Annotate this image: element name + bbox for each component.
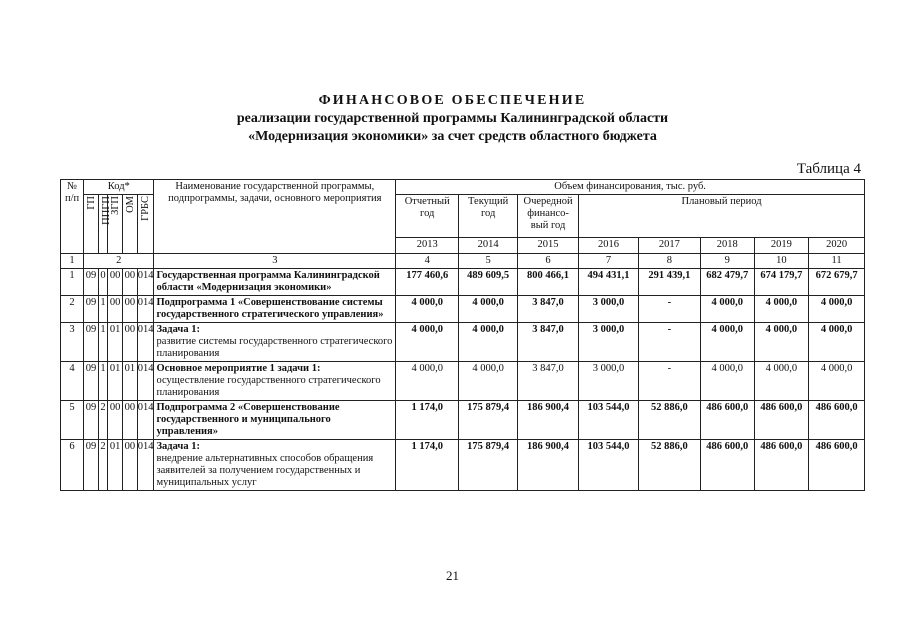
value-cell: 52 886,0 xyxy=(638,401,700,440)
table-row xyxy=(61,269,865,296)
row-name xyxy=(154,440,396,491)
code-ppgp: 1 xyxy=(98,362,107,401)
column-index: 9 xyxy=(700,254,754,269)
header-volume: Объем финансирования, тыс. руб. xyxy=(396,180,865,195)
code-grbs: 014 xyxy=(137,269,154,296)
column-index: 3 xyxy=(154,254,396,269)
header-next-year: Очередной финансо-вый год xyxy=(518,195,579,238)
code-zgp: 01 xyxy=(108,362,123,401)
value-cell: 1 174,0 xyxy=(396,401,459,440)
value-cell: 4 000,0 xyxy=(754,362,809,401)
value-cell: 674 179,7 xyxy=(754,269,809,296)
code-gp: 09 xyxy=(84,401,99,440)
code-grbs: 014 xyxy=(137,440,154,491)
value-cell: 489 609,5 xyxy=(459,269,518,296)
value-cell: 494 431,1 xyxy=(579,269,639,296)
code-ppgp: 1 xyxy=(98,296,107,323)
row-name-bold: Государственная программа Калининградской области «Модернизация экономики» xyxy=(156,270,380,293)
value-cell: 4 000,0 xyxy=(700,362,754,401)
row-name-bold: Задача 1: xyxy=(156,441,200,452)
header-year: 2017 xyxy=(638,237,700,253)
table-row xyxy=(61,401,865,440)
row-name xyxy=(154,296,396,323)
header-reporting-year: Отчетный год xyxy=(396,195,459,238)
value-cell: 3 000,0 xyxy=(579,296,639,323)
column-index: 4 xyxy=(396,254,459,269)
header-planned-period: Плановый период xyxy=(579,195,865,238)
value-cell: 3 847,0 xyxy=(518,362,579,401)
code-zgp: 01 xyxy=(108,440,123,491)
value-cell: - xyxy=(638,362,700,401)
value-cell: 3 847,0 xyxy=(518,296,579,323)
value-cell: - xyxy=(638,296,700,323)
code-om: 01 xyxy=(122,362,137,401)
document-subtitle-line1: реализации государственной программы Калининградской области xyxy=(236,111,669,126)
value-cell: 52 886,0 xyxy=(638,440,700,491)
header-code: Код* xyxy=(84,180,154,195)
value-cell: 4 000,0 xyxy=(396,323,459,362)
row-name-bold: Основное мероприятие 1 задачи 1: xyxy=(156,363,321,374)
financing-table xyxy=(60,179,865,491)
row-name-bold: Подпрограмма 2 «Совершенствование государственного и муниципального управления» xyxy=(156,402,340,437)
column-index: 11 xyxy=(809,254,865,269)
row-number: 2 xyxy=(61,296,84,323)
code-zgp: 01 xyxy=(108,323,123,362)
code-ppgp: 2 xyxy=(98,440,107,491)
code-grbs: 014 xyxy=(137,401,154,440)
column-index: 8 xyxy=(638,254,700,269)
value-cell: 4 000,0 xyxy=(396,296,459,323)
header-code-ppgp: ППГП xyxy=(98,195,107,254)
value-cell: 800 466,1 xyxy=(518,269,579,296)
value-cell: 186 900,4 xyxy=(518,440,579,491)
document-title: ФИНАНСОВОЕ ОБЕСПЕЧЕНИЕ xyxy=(318,93,587,108)
row-name-rest: внедрение альтернативных способов обращения заявителей за получением государственных и муниципальных услуг xyxy=(156,453,374,488)
value-cell: 3 847,0 xyxy=(518,323,579,362)
code-ppgp: 1 xyxy=(98,323,107,362)
column-index: 6 xyxy=(518,254,579,269)
value-cell: 486 600,0 xyxy=(809,440,865,491)
header-year: 2020 xyxy=(809,237,865,253)
header-year: 2013 xyxy=(396,237,459,253)
value-cell: 4 000,0 xyxy=(459,323,518,362)
code-gp: 09 xyxy=(84,296,99,323)
row-name xyxy=(154,323,396,362)
value-cell: 4 000,0 xyxy=(459,362,518,401)
code-ppgp: 2 xyxy=(98,401,107,440)
code-zgp: 00 xyxy=(108,269,123,296)
code-grbs: 014 xyxy=(137,296,154,323)
header-code-grbs: ГРБС xyxy=(137,195,154,254)
value-cell: 1 174,0 xyxy=(396,440,459,491)
code-gp: 09 xyxy=(84,362,99,401)
header-code-om: ОМ xyxy=(122,195,137,254)
column-index: 7 xyxy=(579,254,639,269)
value-cell: 177 460,6 xyxy=(396,269,459,296)
value-cell: 4 000,0 xyxy=(809,296,865,323)
code-gp: 09 xyxy=(84,323,99,362)
row-name-bold: Задача 1: xyxy=(156,324,200,335)
value-cell: 4 000,0 xyxy=(809,323,865,362)
header-year: 2019 xyxy=(754,237,809,253)
value-cell: 4 000,0 xyxy=(754,323,809,362)
row-name-rest: развитие системы государственного стратегического планирования xyxy=(156,336,393,359)
header-current-year: Текущий год xyxy=(459,195,518,238)
column-index-row xyxy=(61,254,865,269)
value-cell: 4 000,0 xyxy=(396,362,459,401)
value-cell: 175 879,4 xyxy=(459,401,518,440)
value-cell: 186 900,4 xyxy=(518,401,579,440)
row-number: 1 xyxy=(61,269,84,296)
page-number: 21 xyxy=(446,568,459,583)
value-cell: 672 679,7 xyxy=(809,269,865,296)
column-index: 1 xyxy=(61,254,84,269)
code-zgp: 00 xyxy=(108,401,123,440)
value-cell: 4 000,0 xyxy=(700,323,754,362)
value-cell: 4 000,0 xyxy=(459,296,518,323)
value-cell: 4 000,0 xyxy=(754,296,809,323)
code-om: 00 xyxy=(122,401,137,440)
value-cell: 486 600,0 xyxy=(754,401,809,440)
header-year: 2016 xyxy=(579,237,639,253)
value-cell: 486 600,0 xyxy=(754,440,809,491)
code-gp: 09 xyxy=(84,440,99,491)
value-cell: 3 000,0 xyxy=(579,362,639,401)
document-subtitle-line2: «Модернизация экономики» за счет средств областного бюджета xyxy=(248,129,657,144)
code-om: 00 xyxy=(122,269,137,296)
row-name-rest: осуществление государственного стратегического планирования xyxy=(156,375,381,398)
value-cell: 682 479,7 xyxy=(700,269,754,296)
code-grbs: 014 xyxy=(137,362,154,401)
row-number: 6 xyxy=(61,440,84,491)
title-block xyxy=(0,92,905,146)
table-row xyxy=(61,296,865,323)
value-cell: 4 000,0 xyxy=(809,362,865,401)
value-cell: 4 000,0 xyxy=(700,296,754,323)
value-cell: 175 879,4 xyxy=(459,440,518,491)
header-year: 2015 xyxy=(518,237,579,253)
value-cell: 3 000,0 xyxy=(579,323,639,362)
table-caption: Таблица 4 xyxy=(796,161,861,177)
row-number: 3 xyxy=(61,323,84,362)
row-name-bold: Подпрограмма 1 «Совершенствование системы государственного стратегического управления» xyxy=(156,297,384,320)
code-om: 00 xyxy=(122,440,137,491)
value-cell: 103 544,0 xyxy=(579,440,639,491)
row-name xyxy=(154,362,396,401)
column-index: 2 xyxy=(84,254,154,269)
value-cell: 103 544,0 xyxy=(579,401,639,440)
row-number: 5 xyxy=(61,401,84,440)
header-code-gp: ГП xyxy=(84,195,99,254)
header-year: 2014 xyxy=(459,237,518,253)
value-cell: 486 600,0 xyxy=(700,401,754,440)
code-ppgp: 0 xyxy=(98,269,107,296)
code-om: 00 xyxy=(122,296,137,323)
code-om: 00 xyxy=(122,323,137,362)
code-grbs: 014 xyxy=(137,323,154,362)
header-name: Наименование государственной программы, подпрограммы, задачи, основного мероприятия xyxy=(154,180,396,254)
column-index: 5 xyxy=(459,254,518,269)
table-row xyxy=(61,440,865,491)
row-name xyxy=(154,401,396,440)
value-cell: - xyxy=(638,323,700,362)
table-row xyxy=(61,362,865,401)
code-gp: 09 xyxy=(84,269,99,296)
value-cell: 486 600,0 xyxy=(700,440,754,491)
row-name xyxy=(154,269,396,296)
row-number: 4 xyxy=(61,362,84,401)
value-cell: 291 439,1 xyxy=(638,269,700,296)
table-row xyxy=(61,323,865,362)
header-year: 2018 xyxy=(700,237,754,253)
value-cell: 486 600,0 xyxy=(809,401,865,440)
header-code-zgp: ЗГП xyxy=(108,195,123,254)
header-num: № п/п xyxy=(61,180,84,254)
code-zgp: 00 xyxy=(108,296,123,323)
column-index: 10 xyxy=(754,254,809,269)
